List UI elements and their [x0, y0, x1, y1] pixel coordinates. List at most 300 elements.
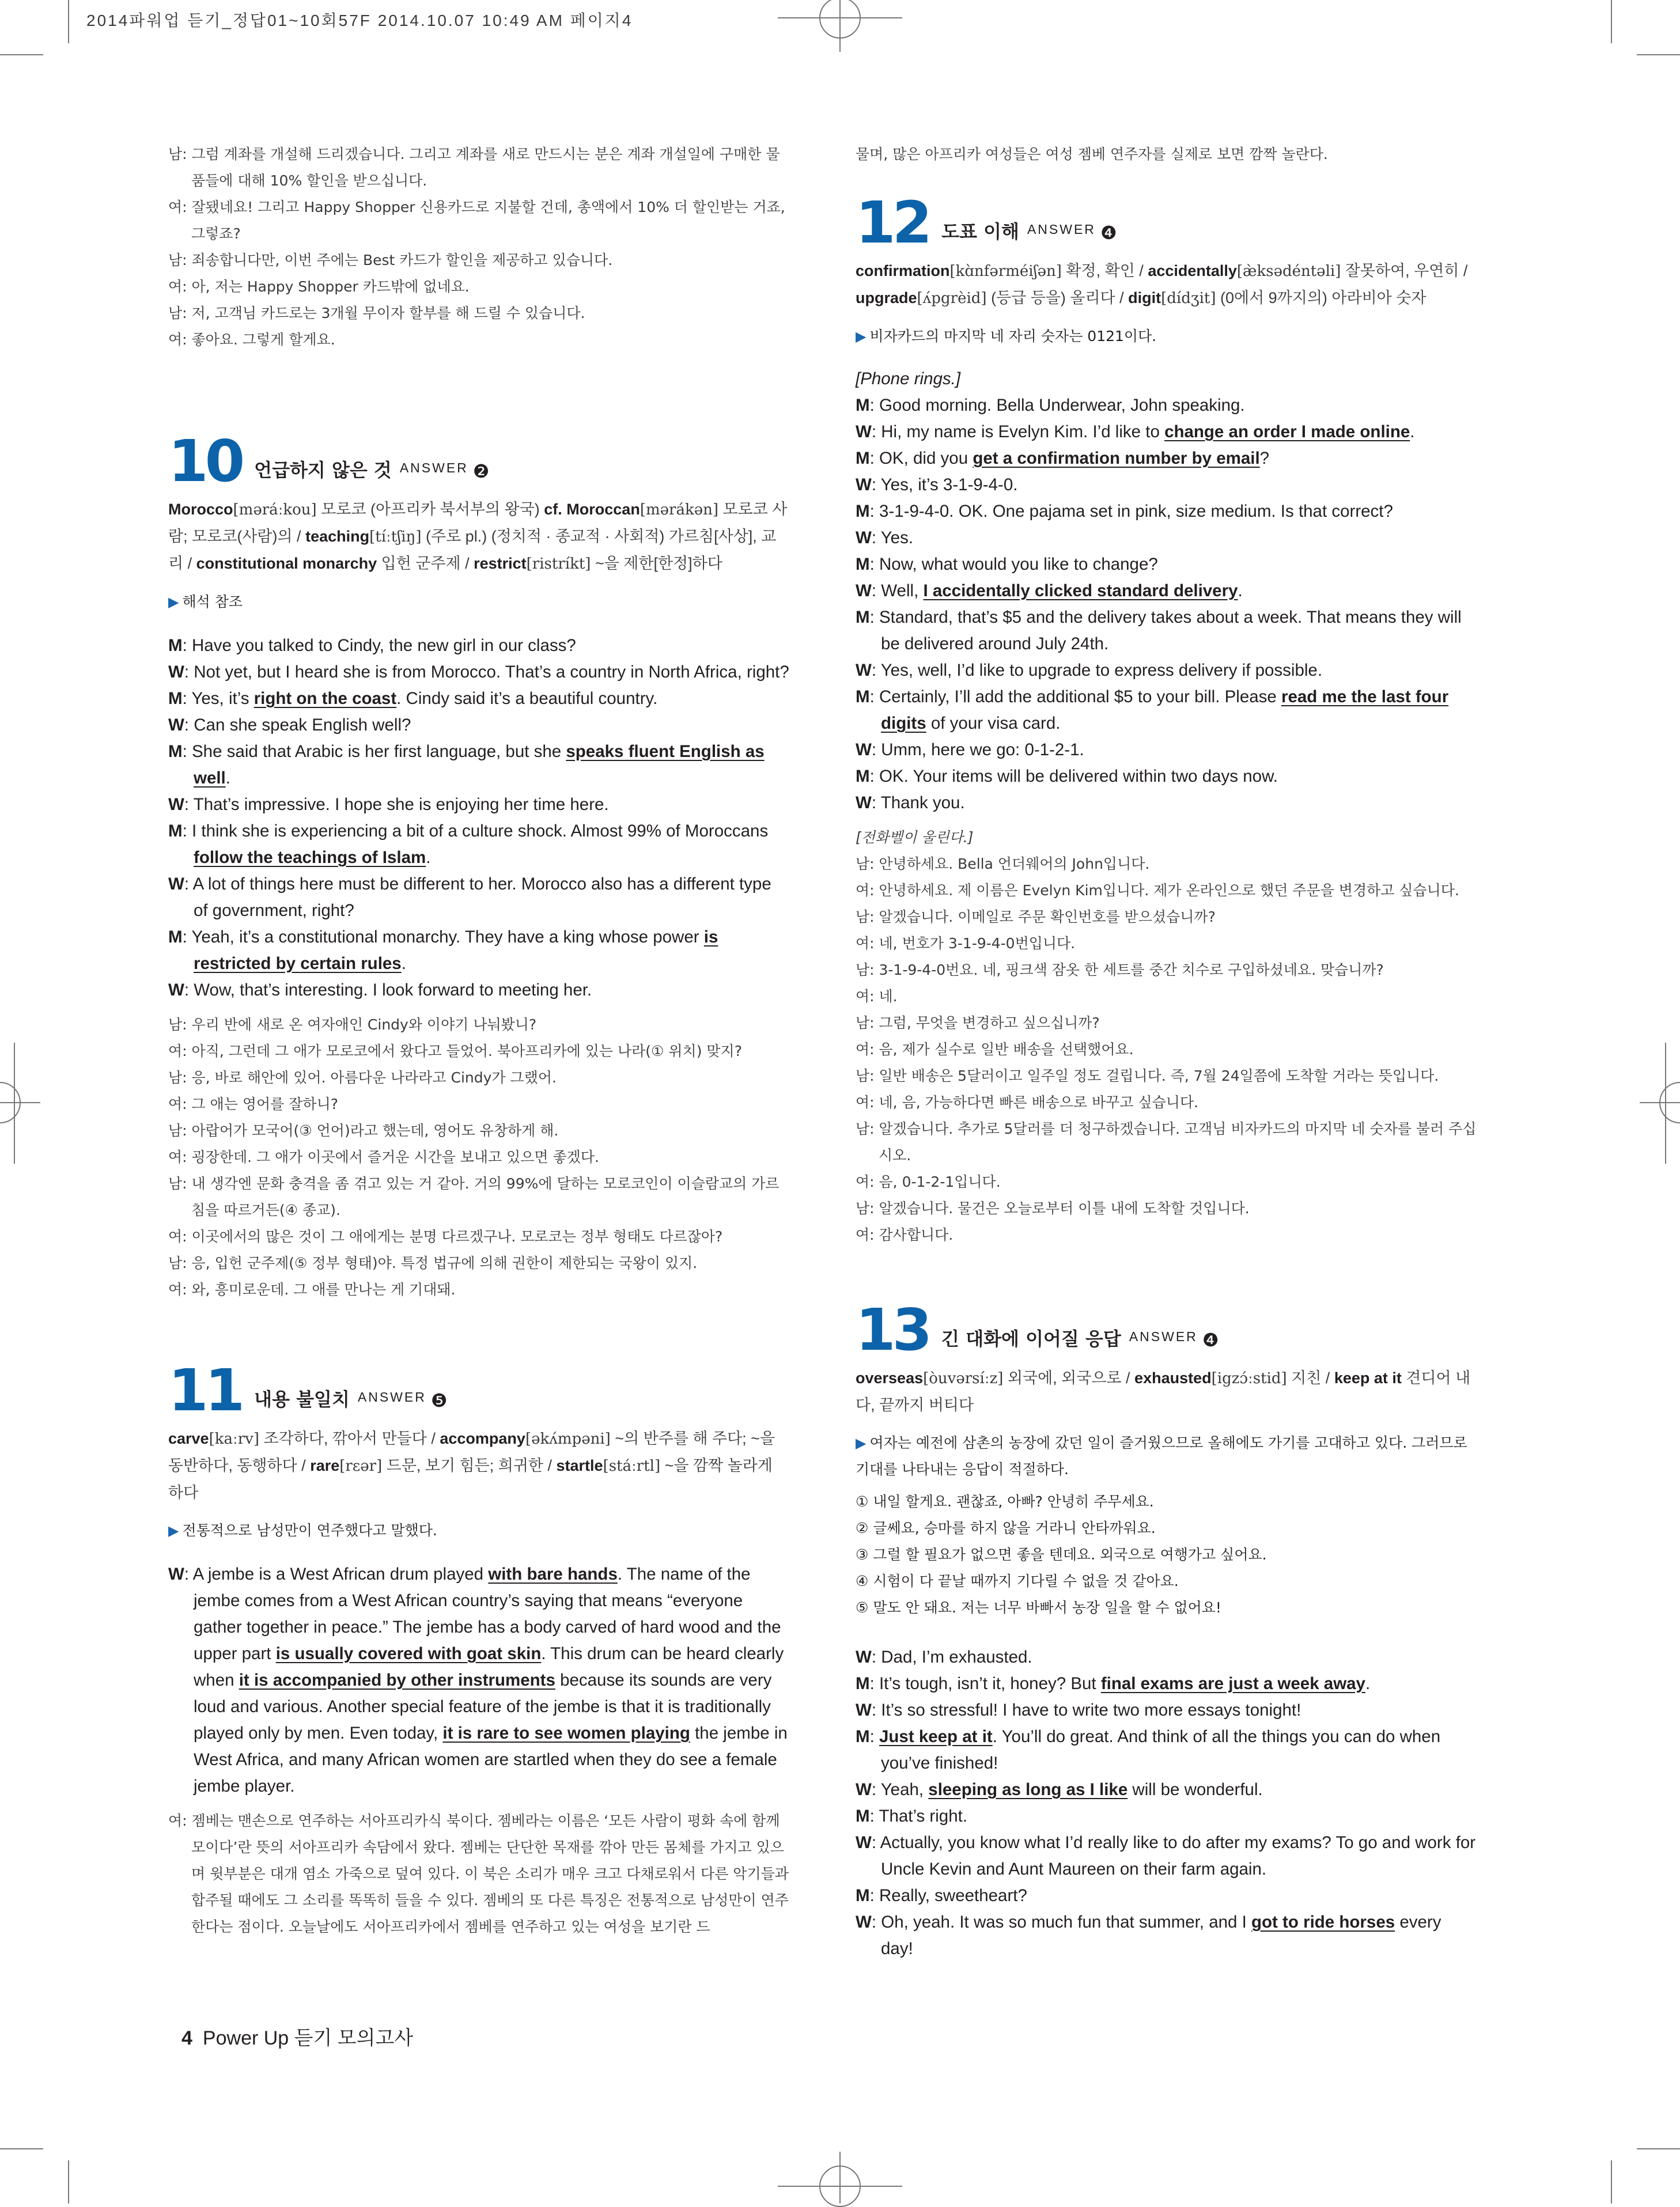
dialogue-line: M: OK. Your items will be delivered within two days now. — [856, 767, 1278, 786]
vocab-phonetic: [dídʒit] — [1161, 290, 1216, 307]
line-text: OK. Your items will be delivered within two days now. — [879, 767, 1278, 786]
korean-line — [168, 1118, 789, 1144]
dialogue-line: W: Yes, it’s 3-1-9-4-0. — [856, 475, 1018, 494]
section-12 — [856, 189, 1477, 1248]
key-phrase: it is accompanied by other instruments — [239, 1671, 555, 1690]
speaker: W — [168, 981, 184, 1000]
speaker: W — [856, 793, 872, 812]
explanation-note — [168, 1517, 789, 1544]
korean-line — [168, 1224, 789, 1250]
note-text: 여자는 예전에 삼촌의 농장에 갔던 일이 즐거웠으므로 올해에도 가기를 고대하고 있다. 그러므로 기대를 나타내는 응답이 적절하다. — [856, 1434, 1467, 1478]
dialogue-line: W: A jembe is a West African drum played with bare hands. The name of the jembe comes from a West African country’s saying that means “everyone gather together in peace.” The jembe has a body carved of hard wood and the upper part is usually covered with goat skin. This drum can be heard clearly when it is accompanied by other instruments because its sounds are very loud and various. Another special feature of the jembe is that it is traditionally played only by men. Even today, it is rare to see women playing the jembe in West Africa, and many African women are startled when they do see a female jembe player. — [168, 1565, 788, 1796]
speaker: W — [168, 716, 184, 735]
answer-label: ANSWER — [399, 460, 468, 475]
english-dialogue — [856, 1644, 1477, 1962]
line-text: Yes, it’s 3-1-9-4-0. — [880, 475, 1018, 494]
key-phrase: speaks fluent English as well — [194, 742, 765, 788]
speaker: M — [856, 1886, 870, 1905]
dialogue-line: W: Yeah, sleeping as long as I like will be wonderful. — [856, 1780, 1263, 1799]
vocab-definition: 입헌 군주제 / — [381, 555, 470, 572]
speaker: W — [168, 663, 184, 682]
vocab-phonetic: [kɑ̀nfərméiʃən] — [949, 263, 1062, 280]
korean-line — [168, 327, 789, 353]
section-number: 13 — [856, 1296, 929, 1364]
speaker: 남: — [168, 1255, 187, 1271]
line-text: 네, 번호가 3-1-9-4-0번입니다. — [879, 935, 1076, 952]
line-text: 아직, 그런데 그 애가 모로코에서 왔다고 들었어. 북아프리카에 있는 나라(① 위치) 맞지? — [191, 1043, 742, 1059]
key-phrase: is restricted by certain rules — [194, 928, 718, 973]
line-text: of your visa card. — [926, 714, 1061, 733]
speaker: W — [168, 875, 184, 894]
line-text: Yes, well, I’d like to upgrade to express delivery if possible. — [880, 661, 1323, 680]
line-text: Can she speak English well? — [194, 716, 411, 735]
vocab-definition: 지친 / — [1291, 1369, 1330, 1387]
speaker: 여: — [856, 882, 875, 899]
line-text: 그럼 계좌를 개설해 드리겠습니다. 그리고 계좌를 새로 만드시는 분은 계좌 개설일에 구매한 물품들에 대해 10% 할인을 받으십니다. — [191, 146, 780, 189]
korean-line — [856, 851, 1477, 877]
line-text: . The name of the jembe comes from a West African country’s saying that means “everyone gather together in peace.” The jembe has a body carved of hard wood and the upper part — [194, 1565, 781, 1663]
section-11 — [168, 1357, 789, 1940]
continued-korean-dialogue — [168, 141, 789, 353]
line-text: Really, sweetheart? — [879, 1886, 1027, 1905]
book-title: Power Up 듣기 모의고사 — [202, 2027, 414, 2049]
vocab-word: carve — [168, 1430, 209, 1447]
korean-line — [168, 1091, 789, 1118]
section-13 — [856, 1296, 1477, 1962]
answer-label: ANSWER — [357, 1390, 426, 1405]
korean-line — [856, 1195, 1477, 1222]
vocab-phonetic: [òuvərsíːz] — [923, 1370, 1004, 1387]
explanation-note — [856, 323, 1477, 350]
speaker: 여: — [168, 1043, 187, 1059]
line-text: . You’ll do great. And think of all the things you can do when you’ve finished! — [881, 1727, 1441, 1773]
dialogue-line: W: Umm, here we go: 0-1-2-1. — [856, 740, 1084, 759]
section-title: 긴 대화에 이어질 응답 — [941, 1328, 1121, 1350]
key-phrase: is usually covered with goat skin — [275, 1644, 542, 1663]
speaker: M — [168, 636, 183, 655]
answer-option: ② 글쎄요, 승마를 하지 않을 거라니 안타까워요. — [856, 1520, 1156, 1536]
crop-mark — [1611, 2160, 1612, 2204]
speaker: 남: — [168, 1016, 187, 1033]
vocab-phonetic: [məráːkou] — [233, 501, 317, 518]
english-monologue — [168, 1561, 789, 1800]
speaker: 여: — [856, 935, 875, 952]
vocab-word: cf. Moroccan — [544, 501, 640, 518]
dialogue-line: W: Hi, my name is Evelyn Kim. I’d like to change an order I made online. — [856, 422, 1415, 441]
line-text: I think she is experiencing a bit of a culture shock. Almost 99% of Moroccans — [191, 822, 769, 841]
speaker: W — [856, 1780, 872, 1799]
speaker: 남: — [856, 855, 875, 872]
speaker: M — [856, 555, 870, 574]
dialogue-line: W: Can she speak English well? — [168, 716, 411, 735]
key-phrase: follow the teachings of Islam — [194, 848, 426, 867]
key-phrase: sleeping as long as I like — [928, 1780, 1128, 1799]
vocab-definition: 견디어 내다, 끝까지 버티다 — [856, 1369, 1471, 1414]
line-text: A jembe is a West African drum played — [192, 1565, 489, 1584]
line-text: 안녕하세요. 제 이름은 Evelyn Kim입니다. 제가 온라인으로 했던 주문을 변경하고 싶습니다. — [879, 882, 1459, 899]
speaker: M — [856, 449, 870, 468]
vocab-word: digit — [1128, 289, 1161, 306]
vocab-list — [168, 1425, 789, 1506]
korean-line — [168, 1277, 789, 1303]
crop-mark — [1611, 0, 1612, 43]
korean-line — [168, 1065, 789, 1091]
line-text: 굉장한데. 그 애가 이곳에서 즐거운 시간을 보내고 있으면 좋겠다. — [191, 1149, 599, 1165]
line-text: because its sounds are very loud and various. Another special feature of the jembe is that it is traditionally played only by men. Even today, — [194, 1671, 772, 1743]
speaker: 남: — [168, 1069, 187, 1086]
dialogue-line: W: Thank you. — [856, 793, 965, 812]
korean-line — [856, 904, 1477, 930]
korean-translation — [168, 1012, 789, 1303]
speaker: W — [856, 475, 872, 494]
speaker: M — [168, 689, 183, 708]
korean-line — [168, 1038, 789, 1065]
line-text: 아, 저는 Happy Shopper 카드밖에 없네요. — [191, 278, 470, 295]
line-text: 음, 제가 실수로 일반 배송을 선택했어요. — [879, 1041, 1134, 1058]
speaker: 여: — [168, 1228, 187, 1245]
triangle-bullet-icon: ▶ — [168, 1523, 179, 1539]
korean-line — [856, 1116, 1477, 1169]
vocab-definition: 확정, 확인 / — [1066, 262, 1144, 279]
speaker: W — [856, 1833, 872, 1852]
korean-line — [168, 274, 789, 300]
line-text: . — [1365, 1674, 1371, 1693]
speaker: M — [856, 1674, 870, 1693]
speaker: 남: — [168, 146, 187, 162]
key-phrase: it is rare to see women playing — [442, 1724, 690, 1743]
vocab-word: teaching — [305, 528, 370, 545]
line-text: Yes, it’s — [191, 689, 254, 708]
answer-mark: ❷ — [472, 461, 490, 482]
explanation-note — [856, 1430, 1477, 1483]
vocab-word: Morocco — [168, 501, 233, 518]
line-text: 안녕하세요. Bella 언더웨어의 John입니다. — [879, 855, 1150, 872]
line-text: 응, 입헌 군주제(⑤ 정부 형태)야. 특정 법규에 의해 권한이 제한되는 국왕이 있지. — [191, 1255, 698, 1271]
speaker: W — [856, 661, 872, 680]
line-text: every day! — [881, 1913, 1441, 1958]
section-title: 도표 이해 — [941, 221, 1019, 243]
speaker: 여: — [168, 1812, 187, 1829]
line-text: She said that Arabic is her first language, but she — [191, 742, 566, 761]
vocab-phonetic: [rɛər] — [339, 1458, 383, 1475]
vocab-word: upgrade — [856, 289, 917, 306]
korean-line — [856, 1063, 1477, 1089]
speaker: 남: — [168, 305, 187, 321]
crop-mark — [0, 54, 43, 55]
answer-label: ANSWER — [1129, 1329, 1198, 1344]
dialogue-line: M: That’s right. — [856, 1807, 968, 1826]
key-phrase: with bare hands — [488, 1565, 618, 1584]
line-text: Have you talked to Cindy, the new girl in our class? — [191, 636, 576, 655]
answer-option: ④ 시험이 다 끝날 때까지 기다릴 수 없을 것 같아요. — [856, 1573, 1179, 1589]
line-text: It’s so stressful! I have to write two more essays tonight! — [881, 1701, 1301, 1720]
vocab-phonetic: [tíːtʃiŋ] — [369, 528, 422, 546]
speaker: W — [856, 1701, 872, 1720]
vocab-list — [168, 496, 789, 577]
continued-korean-translation: 물며, 많은 아프리카 여성들은 여성 젬베 연주자를 실제로 보면 깜짝 놀란다. — [856, 146, 1328, 162]
vocab-definition: 잘못하여, 우연히 / — [1345, 262, 1468, 279]
speaker: M — [168, 742, 183, 761]
line-text: 이곳에서의 많은 것이 그 애에게는 분명 다르겠구나. 모로코는 정부 형태도 다르잖아? — [191, 1228, 723, 1245]
key-phrase: read me the last four digits — [881, 687, 1449, 733]
line-text: Well, — [881, 581, 924, 600]
section-number: 11 — [168, 1357, 242, 1424]
key-phrase: final exams are just a week away — [1100, 1674, 1365, 1693]
speaker: 남: — [856, 1014, 875, 1031]
speaker: 여: — [856, 1173, 875, 1190]
speaker: 남: — [168, 1122, 187, 1139]
vocab-word: accompany — [440, 1430, 525, 1447]
print-header: 2014파워업 듣기_정답01~10회57F 2014.10.07 10:49 AM 페이지4 — [86, 12, 633, 29]
vocab-definition: 드문, 보기 힘든; 희귀한 / — [386, 1457, 553, 1474]
dialogue-line: M: Certainly, I’ll add the additional $5 to your bill. Please read me the last four digits of your visa card. — [856, 687, 1449, 733]
line-text: It’s tough, isn’t it, honey? But — [879, 1674, 1101, 1693]
dialogue-line: W: Actually, you know what I’d really like to do after my exams? To go and work for Uncle Kevin and Aunt Maureen on their farm again. — [856, 1833, 1476, 1879]
speaker: 남: — [856, 1200, 875, 1217]
right-column — [856, 141, 1477, 1962]
speaker: M — [856, 687, 870, 706]
speaker: M — [856, 608, 870, 627]
dialogue-line: W: Well, I accidentally clicked standard delivery. — [856, 581, 1243, 600]
triangle-bullet-icon: ▶ — [168, 594, 179, 610]
speaker: W — [168, 1565, 184, 1584]
korean-line — [168, 1808, 789, 1940]
section-title: 내용 불일치 — [254, 1388, 350, 1410]
dialogue-line: M: I think she is experiencing a bit of a culture shock. Almost 99% of Moroccans follow the teachings of Islam. — [168, 822, 769, 867]
speaker: 남: — [856, 1120, 875, 1137]
speaker: 여: — [168, 331, 187, 348]
line-text: That’s impressive. I hope she is enjoying her time here. — [193, 795, 609, 814]
speaker: W — [856, 422, 872, 441]
dialogue-line: W: It’s so stressful! I have to write two more essays tonight! — [856, 1701, 1301, 1720]
vocab-definition: 조각하다, 깎아서 만들다 / — [263, 1430, 436, 1447]
vocab-word: accidentally — [1148, 262, 1237, 279]
answer-option: ⑤ 말도 안 돼요. 저는 너무 바빠서 농장 일을 할 수 없어요! — [856, 1599, 1221, 1616]
vocab-word: confirmation — [856, 262, 950, 279]
line-text: 3-1-9-4-0번요. 네, 핑크색 잠옷 한 세트를 중간 치수로 구입하셨네요. 맞습니까? — [879, 961, 1384, 978]
vocab-definition: ~의 반주를 해 주다; ~을 동반하다, 동행하다 / — [168, 1430, 775, 1474]
speaker: 여: — [168, 1281, 187, 1298]
vocab-list — [856, 1365, 1477, 1418]
answer-mark: ❹ — [1202, 1330, 1219, 1350]
line-text: 죄송합니다만, 이번 주에는 Best 카드가 할인을 제공하고 있습니다. — [191, 252, 613, 268]
triangle-bullet-icon: ▶ — [856, 1435, 867, 1451]
line-text: A lot of things here must be different to her. Morocco also has a different type of government, right? — [192, 875, 771, 920]
line-text: . — [401, 954, 406, 973]
key-phrase: get a confirmation number by email — [973, 449, 1260, 468]
korean-line — [856, 1222, 1477, 1248]
dialogue-line: M: Good morning. Bella Underwear, John speaking. — [856, 396, 1245, 415]
korean-line — [168, 1144, 789, 1171]
dialogue-line: W: A lot of things here must be different to her. Morocco also has a different type of government, right? — [168, 875, 771, 920]
section-header — [168, 1357, 789, 1424]
korean-line — [856, 930, 1477, 957]
line-text: Standard, that’s $5 and the delivery takes about a week. That means they will be delivered around July 24th. — [879, 608, 1462, 653]
line-text: Not yet, but I heard she is from Morocco. That’s a country in North Africa, right? — [194, 663, 789, 682]
key-phrase: got to ride horses — [1251, 1913, 1395, 1932]
vocab-word: overseas — [856, 1369, 924, 1387]
speaker: 남: — [168, 1175, 187, 1192]
speaker: 여: — [856, 988, 875, 1005]
speaker: 남: — [856, 1067, 875, 1084]
line-text: 그 애는 영어를 잘하니? — [191, 1096, 338, 1112]
section-10 — [168, 427, 789, 1303]
line-text: 알겠습니다. 물건은 오늘로부터 이틀 내에 도착할 것입니다. — [879, 1200, 1250, 1217]
vocab-word: restrict — [474, 555, 527, 572]
korean-line — [856, 957, 1477, 983]
korean-line — [168, 300, 789, 327]
vocab-word: constitutional monarchy — [196, 555, 377, 572]
vocab-definition: (0에서 9까지의) 아라비아 숫자 — [1220, 289, 1427, 306]
dialogue-line: M: Have you talked to Cindy, the new girl in our class? — [168, 636, 576, 655]
speaker: 여: — [168, 1149, 187, 1165]
crop-mark — [1637, 2148, 1680, 2149]
line-text: Now, what would you like to change? — [879, 555, 1158, 574]
speaker: M — [856, 396, 870, 415]
line-text: 음, 0-1-2-1입니다. — [879, 1173, 1001, 1190]
line-text: 그럼, 무엇을 변경하고 싶으십니까? — [879, 1014, 1100, 1031]
line-text: . This drum can be heard clearly when — [194, 1644, 784, 1690]
line-text: 와, 흥미로운데. 그 애를 만나는 게 기대돼. — [191, 1281, 456, 1298]
dialogue-line: M: Really, sweetheart? — [856, 1886, 1027, 1905]
dialogue-line: M: Now, what would you like to change? — [856, 555, 1158, 574]
speaker: M — [856, 1807, 870, 1826]
speaker: W — [856, 1648, 872, 1667]
line-text: Yeah, it’s a constitutional monarchy. They have a king whose power — [191, 928, 704, 947]
note-text: 전통적으로 남성만이 연주했다고 말했다. — [182, 1522, 437, 1539]
speaker: 여: — [168, 1096, 187, 1112]
korean-translation — [856, 851, 1477, 1248]
answer-mark: ❹ — [1100, 222, 1117, 243]
vocab-definition: (주로 pl.) (정치적 · 종교적 · 사회적) 가르침[사상], 교리 / — [168, 528, 777, 572]
dialogue-line: W: Yes, well, I’d like to upgrade to express delivery if possible. — [856, 661, 1323, 680]
registration-mark — [1665, 1043, 1666, 1164]
line-text: Yeah, — [880, 1780, 929, 1799]
line-text: 저, 고객님 카드로는 3개월 무이자 할부를 해 드릴 수 있습니다. — [191, 305, 585, 321]
dialogue-line: W: Oh, yeah. It was so much fun that summer, and I got to ride horses every day! — [856, 1913, 1441, 1958]
english-dialogue — [856, 392, 1477, 816]
vocab-list — [856, 258, 1477, 312]
dialogue-line: W: Wow, that’s interesting. I look forward to meeting her. — [168, 981, 592, 1000]
dialogue-line: M: Yeah, it’s a constitutional monarchy. They have a king whose power is restricted by certain rules. — [168, 928, 718, 973]
vocab-phonetic: [igzɔ́ːstid] — [1211, 1370, 1287, 1387]
speaker: W — [856, 581, 872, 600]
korean-line — [168, 194, 789, 247]
registration-mark — [1640, 1102, 1680, 1103]
speaker: 남: — [168, 252, 187, 268]
korean-line — [856, 1089, 1477, 1116]
speaker: M — [856, 502, 870, 521]
line-text: Actually, you know what I’d really like to do after my exams? To go and work for Uncle Kevin and Aunt Maureen on their farm again. — [880, 1833, 1476, 1879]
line-text: 아랍어가 모국어(③ 언어)라고 했는데, 영어도 유창하게 해. — [191, 1122, 559, 1139]
speaker: W — [856, 1913, 872, 1932]
answer-options — [856, 1489, 1477, 1621]
section-number: 10 — [168, 427, 242, 495]
line-text: Dad, I’m exhausted. — [881, 1648, 1032, 1667]
speaker: M — [168, 822, 183, 841]
line-text: 네. — [879, 988, 898, 1005]
speaker: W — [856, 528, 872, 547]
line-text: Hi, my name is Evelyn Kim. I’d like to — [881, 422, 1165, 441]
speaker: W — [168, 795, 184, 814]
vocab-phonetic: [æ̀ksədéntəli] — [1236, 263, 1341, 280]
vocab-definition: 모로코 (아프리카 북서부의 왕국) — [321, 501, 540, 518]
registration-mark — [839, 0, 841, 52]
line-text: 일반 배송은 5달러이고 일주일 정도 걸립니다. 즉, 7월 24일쯤에 도착할 거라는 뜻입니다. — [879, 1067, 1439, 1084]
speaker: 여: — [168, 278, 187, 295]
dialogue-line: M: Just keep at it. You’ll do great. And think of all the things you can do when you’ve finished! — [856, 1727, 1441, 1773]
vocab-definition: ~을 제한[한정]하다 — [595, 555, 722, 572]
line-text: the jembe in West Africa, and many African women are startled when they do see a female jembe player. — [194, 1724, 788, 1796]
line-text: Oh, yeah. It was so much fun that summer, and I — [881, 1913, 1251, 1932]
korean-line — [856, 1169, 1477, 1195]
line-text: 잘됐네요! 그리고 Happy Shopper 신용카드로 지불할 건데, 총액에서 10% 더 할인받는 거죠, 그렇죠? — [191, 199, 785, 242]
registration-mark — [839, 2152, 841, 2204]
vocab-word: startle — [556, 1457, 603, 1474]
speaker: M — [856, 767, 870, 786]
line-text: 알겠습니다. 추가로 5달러를 더 청구하겠습니다. 고객님 비자카드의 마지막 네 숫자를 불러 주십시오. — [879, 1120, 1477, 1164]
line-text: 알겠습니다. 이메일로 주문 확인번호를 받으셨습니까? — [879, 908, 1216, 925]
korean-line — [856, 1036, 1477, 1063]
line-text: Good morning. Bella Underwear, John speaking. — [879, 396, 1245, 415]
vocab-phonetic: [stáːrtl] — [603, 1458, 661, 1475]
english-dialogue — [168, 633, 789, 1004]
answer-label: ANSWER — [1027, 222, 1096, 237]
left-column — [168, 141, 789, 1940]
dialogue-line: M: Yes, it’s right on the coast. Cindy said it’s a beautiful country. — [168, 689, 658, 708]
answer-mark: ❺ — [430, 1390, 448, 1411]
vocab-phonetic: [əkʌ́mpəni] — [525, 1430, 611, 1448]
line-text: Certainly, I’ll add the additional $5 to your bill. Please — [879, 687, 1282, 706]
korean-line — [856, 983, 1477, 1010]
line-text: 3-1-9-4-0. OK. One pajama set in pink, size medium. Is that correct? — [879, 502, 1393, 521]
dialogue-line: M: She said that Arabic is her first language, but she speaks fluent English as well. — [168, 742, 765, 788]
page-number: 4 — [181, 2027, 192, 2049]
speaker: 여: — [856, 1094, 875, 1111]
crop-mark — [68, 2160, 69, 2204]
line-text: . — [225, 769, 230, 788]
korean-line — [856, 1010, 1477, 1036]
dialogue-line: M: Standard, that’s $5 and the delivery takes about a week. That means they will be delivered around July 24th. — [856, 608, 1462, 653]
registration-mark — [14, 1043, 15, 1164]
korean-line — [168, 1171, 789, 1224]
line-text: . — [1238, 581, 1243, 600]
vocab-phonetic: [kaːrv] — [209, 1430, 259, 1448]
speaker: M — [168, 928, 183, 947]
korean-translation — [168, 1808, 789, 1940]
section-header — [856, 1296, 1477, 1364]
line-text: Umm, here we go: 0-1-2-1. — [881, 740, 1084, 759]
answer-option: ③ 그럴 할 필요가 없으면 좋을 텐데요. 외국으로 여행가고 싶어요. — [856, 1546, 1267, 1563]
dialogue-line: W: That’s impressive. I hope she is enjoying her time here. — [168, 795, 609, 814]
crop-mark — [68, 0, 69, 43]
line-text: Wow, that’s interesting. I look forward to meeting her. — [194, 981, 592, 1000]
explanation-note — [168, 589, 789, 615]
line-text: . — [1410, 422, 1415, 441]
korean-stage-direction: [전화벨이 울린다.] — [856, 829, 974, 846]
speaker: 여: — [856, 1226, 875, 1243]
speaker: M — [856, 1727, 870, 1746]
dialogue-line: M: OK, did you get a confirmation number by email? — [856, 449, 1270, 468]
note-text: 해석 참조 — [182, 593, 243, 610]
vocab-word: exhausted — [1134, 1369, 1212, 1387]
korean-line — [168, 1250, 789, 1277]
korean-line — [168, 141, 789, 194]
section-header — [856, 189, 1477, 256]
line-text: 네, 음, 가능하다면 빠른 배송으로 바꾸고 싶습니다. — [879, 1094, 1199, 1111]
vocab-definition: 외국에, 외국으로 / — [1007, 1369, 1130, 1387]
key-phrase: I accidentally clicked standard delivery — [923, 581, 1238, 600]
